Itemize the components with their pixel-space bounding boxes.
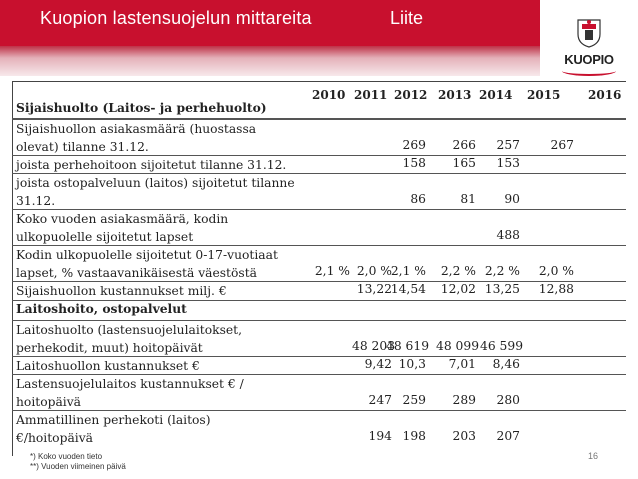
table-cell: 269 [402, 138, 426, 152]
page-title: Kuopion lastensuojelun mittareita [40, 8, 312, 28]
page-number: 16 [588, 451, 599, 461]
table-cell: 266 [452, 138, 476, 152]
row-label [16, 357, 200, 375]
row-label-line: lapset, % vastaavanikäisestä väestöstä [16, 266, 257, 280]
table-cell: 2,1 % [390, 264, 426, 278]
table-cell: 48 099 [436, 339, 480, 353]
table-cell: 158 [402, 156, 426, 170]
table-cell: 198 [402, 429, 426, 443]
table-cell: 12,88 [538, 282, 574, 296]
section-heading-laitoshoito: Laitoshoito, ostopalvelut [16, 301, 187, 316]
table-cell: 46 599 [480, 339, 524, 353]
footnote-2: **) Vuoden viimeinen päivä [30, 462, 126, 471]
row-label-line: Laitoshuollon kustannukset € [16, 359, 200, 373]
table-cell: 10,3 [398, 357, 426, 371]
year-header-3: 2013 [438, 88, 472, 102]
row-label [16, 120, 256, 156]
table-cell: 2,0 % [538, 264, 574, 278]
table-cell: 153 [496, 156, 520, 170]
table-cell: 289 [452, 393, 476, 407]
table-cell: 14,54 [390, 282, 426, 296]
table-cell: 2,1 % [314, 264, 350, 278]
row-label-line: 31.12. [16, 194, 56, 208]
appendix-label: Liite [390, 8, 424, 28]
table-cell: 9,42 [364, 357, 392, 371]
row-label [16, 174, 295, 210]
table-cell: 8,46 [492, 357, 520, 371]
row-label-line: Sijaishuollon asiakasmäärä (huostassa [16, 122, 257, 136]
table-cell: 12,02 [440, 282, 476, 296]
logo-text: KUOPIO [564, 52, 614, 67]
row-label-line: perhekodit, muut) hoitopäivät [16, 341, 203, 355]
row-label-line: Ammatillinen perhekoti (laitos) [16, 413, 211, 427]
table-cell: 2,2 % [484, 264, 520, 278]
table-cell: 86 [410, 192, 426, 206]
kuopio-logo [556, 18, 622, 76]
year-header-6: 2016 [588, 88, 622, 102]
table-cell: 90 [504, 192, 520, 206]
row-label [16, 375, 244, 411]
row-label-line: ulkopuolelle sijoitetut lapset [16, 230, 194, 244]
table-left-border [12, 81, 13, 456]
table-cell: 81 [460, 192, 476, 206]
row-label-line: joista perhehoitoon sijoitetut tilanne 31.12. [16, 158, 287, 172]
crest-icon [576, 18, 602, 48]
row-label [16, 321, 242, 357]
table-cell: 203 [452, 429, 476, 443]
table-cell: 259 [402, 393, 426, 407]
section-heading-sijaishuolto: Sijaishuolto (Laitos- ja perhehuolto) [16, 100, 267, 115]
row-label-line: joista ostopalveluun (laitos) sijoitetut tilanne [16, 176, 295, 190]
year-header-2: 2012 [394, 88, 428, 102]
row-label [16, 156, 286, 174]
row-label-line: Sijaishuollon kustannukset milj. € [16, 284, 227, 298]
row-label-line: €/hoitopäivä [16, 431, 93, 445]
row-label-line: Laitoshuolto (lastensuojelulaitokset, [16, 323, 243, 337]
row-label [16, 282, 227, 300]
row-label-line: Lastensuojelulaitos kustannukset € / [16, 377, 244, 391]
table-cell: 165 [452, 156, 476, 170]
year-header-4: 2014 [479, 88, 513, 102]
table-cell: 2,0 % [356, 264, 392, 278]
table-cell: 194 [368, 429, 392, 443]
row-label-line: olevat) tilanne 31.12. [16, 140, 149, 154]
footnote-1: *) Koko vuoden tieto [30, 452, 103, 461]
row-label-line: Kodin ulkopuolelle sijoitetut 0-17-vuotiaat [16, 248, 278, 262]
banner-stripe [0, 46, 540, 76]
table-cell: 488 [496, 228, 520, 242]
row-label [16, 411, 211, 447]
table-cell: 13,22 [356, 282, 392, 296]
table-cell: 48 203 [352, 339, 396, 353]
year-header-1: 2011 [354, 88, 388, 102]
table-cell: 280 [496, 393, 520, 407]
table-cell: 247 [368, 393, 392, 407]
year-header-5: 2015 [527, 88, 561, 102]
table-cell: 13,25 [484, 282, 520, 296]
table-cell: 257 [496, 138, 520, 152]
row-label [16, 246, 278, 282]
row-label-line: hoitopäivä [16, 395, 82, 409]
table-cell: 2,2 % [440, 264, 476, 278]
table-cell: 207 [496, 429, 520, 443]
logo-arc [562, 66, 616, 76]
table-cell: 48 619 [386, 339, 430, 353]
row-label-line: Koko vuoden asiakasmäärä, kodin [16, 212, 229, 226]
table-cell: 7,01 [448, 357, 476, 371]
table-cell: 267 [550, 138, 574, 152]
year-header-0: 2010 [312, 88, 346, 102]
row-label [16, 210, 228, 246]
